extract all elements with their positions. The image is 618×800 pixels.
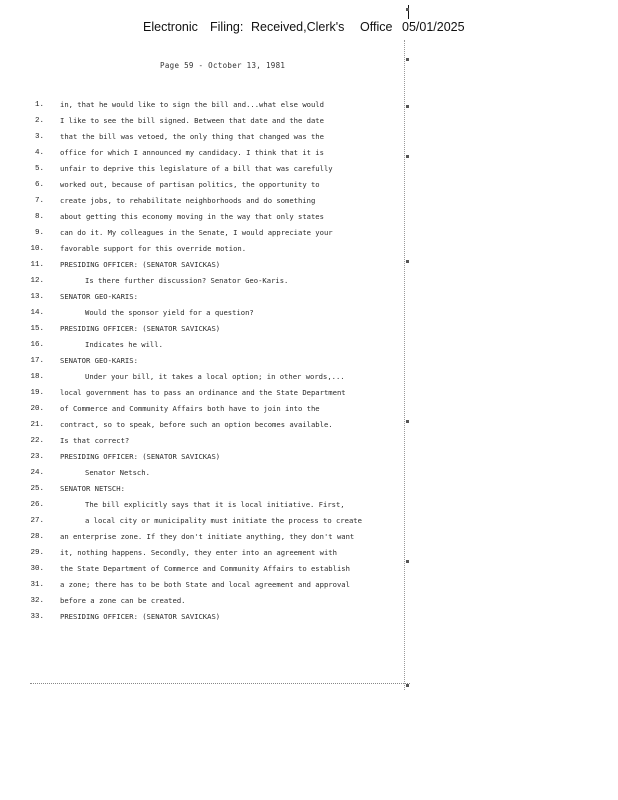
transcript-line: Would the sponsor yield for a question? <box>85 308 254 317</box>
transcript-line: The bill explicitly says that it is local initiative. First, <box>85 500 345 509</box>
line-number: 6. <box>34 181 44 189</box>
transcript-line: PRESIDING OFFICER: (SENATOR SAVICKAS) <box>60 612 221 621</box>
transcript-line: PRESIDING OFFICER: (SENATOR SAVICKAS) <box>60 452 221 461</box>
line-number: 16. <box>30 341 44 349</box>
stamp-received: Received,Clerk's <box>251 20 345 34</box>
line-number: 10. <box>30 245 44 253</box>
scan-tick <box>406 420 409 423</box>
transcript-line: SENATOR GEO-KARIS: <box>60 356 138 365</box>
transcript-line: Senator Netsch. <box>85 468 150 477</box>
scan-tick <box>406 560 409 563</box>
transcript-line: contract, so to speak, before such an option becomes available. <box>60 420 333 429</box>
stamp-electronic: Electronic <box>143 20 198 34</box>
transcript-line: PRESIDING OFFICER: (SENATOR SAVICKAS) <box>60 260 221 269</box>
transcript-line: SENATOR GEO-KARIS: <box>60 292 138 301</box>
scan-tick <box>406 260 409 263</box>
line-number: 24. <box>30 469 44 477</box>
line-number: 14. <box>30 309 44 317</box>
transcript-line: I like to see the bill signed. Between that date and the date <box>60 116 324 125</box>
line-number: 20. <box>30 405 44 413</box>
transcript-line: create jobs, to rehabilitate neighborhoods and do something <box>60 196 316 205</box>
transcript-line: an enterprise zone. If they don't initiate anything, they don't want <box>60 532 355 541</box>
transcript-line: favorable support for this override motion. <box>60 244 247 253</box>
line-number: 11. <box>30 261 44 269</box>
transcript-line: before a zone can be created. <box>60 596 186 605</box>
transcript-line: that the bill was vetoed, the only thing that changed was the <box>60 132 324 141</box>
line-number: 9. <box>34 229 44 237</box>
line-number: 21. <box>30 421 44 429</box>
stamp-office: Office <box>360 20 393 34</box>
line-number: 4. <box>34 149 44 157</box>
transcript-line: it, nothing happens. Secondly, they enter into an agreement with <box>60 548 337 557</box>
line-number: 7. <box>34 197 44 205</box>
transcript-line: of Commerce and Community Affairs both have to join into the <box>60 404 320 413</box>
line-number: 17. <box>30 357 44 365</box>
transcript-line: office for which I announced my candidacy. I think that it is <box>60 148 324 157</box>
line-number: 5. <box>34 165 44 173</box>
scan-tick <box>406 58 409 61</box>
line-number: 29. <box>30 549 44 557</box>
transcript-line: SENATOR NETSCH: <box>60 484 125 493</box>
line-number: 31. <box>30 581 44 589</box>
stamp-date: 05/01/2025 <box>402 20 465 34</box>
line-number: 18. <box>30 373 44 381</box>
transcript-line: Indicates he will. <box>85 340 163 349</box>
line-number: 28. <box>30 533 44 541</box>
line-number: 27. <box>30 517 44 525</box>
transcript-body <box>60 97 400 625</box>
line-number: 32. <box>30 597 44 605</box>
transcript-line: a local city or municipality must initiate the process to create <box>85 516 362 525</box>
transcript-line: a zone; there has to be both State and local agreement and approval <box>60 580 350 589</box>
line-number: 15. <box>30 325 44 333</box>
line-number: 19. <box>30 389 44 397</box>
transcript-line: PRESIDING OFFICER: (SENATOR SAVICKAS) <box>60 324 221 333</box>
page-header: Page 59 - October 13, 1981 <box>160 61 286 70</box>
scan-tick <box>406 105 409 108</box>
scan-tick <box>406 155 409 158</box>
line-number: 2. <box>34 117 44 125</box>
transcript-line: local government has to pass an ordinance and the State Department <box>60 388 346 397</box>
line-number: 3. <box>34 133 44 141</box>
transcript-line: about getting this economy moving in the way that only states <box>60 212 324 221</box>
line-number: 30. <box>30 565 44 573</box>
line-number: 13. <box>30 293 44 301</box>
transcript-line: Is that correct? <box>60 436 130 445</box>
transcript-line: the State Department of Commerce and Community Affairs to establish <box>60 564 350 573</box>
line-number: 12. <box>30 277 44 285</box>
scan-tick <box>406 8 409 11</box>
transcript-line: Under your bill, it takes a local option; in other words,... <box>85 372 345 381</box>
transcript-line: worked out, because of partisan politics, the opportunity to <box>60 180 320 189</box>
transcript-line: unfair to deprive this legislature of a bill that was carefully <box>60 164 333 173</box>
line-number: 25. <box>30 485 44 493</box>
transcript-line: Is there further discussion? Senator Geo-Karis. <box>85 276 289 285</box>
line-number: 33. <box>30 613 44 621</box>
line-number-column <box>28 97 52 625</box>
stamp-filing: Filing: <box>210 20 244 34</box>
line-number: 23. <box>30 453 44 461</box>
line-number: 1. <box>34 101 44 109</box>
transcript-line: can do it. My colleagues in the Senate, I would appreciate your <box>60 228 333 237</box>
bottom-scan-noise <box>30 683 410 686</box>
line-number: 22. <box>30 437 44 445</box>
transcript-line: in, that he would like to sign the bill and...what else would <box>60 100 324 109</box>
line-number: 26. <box>30 501 44 509</box>
margin-scan-marks <box>404 40 411 690</box>
line-number: 8. <box>34 213 44 221</box>
